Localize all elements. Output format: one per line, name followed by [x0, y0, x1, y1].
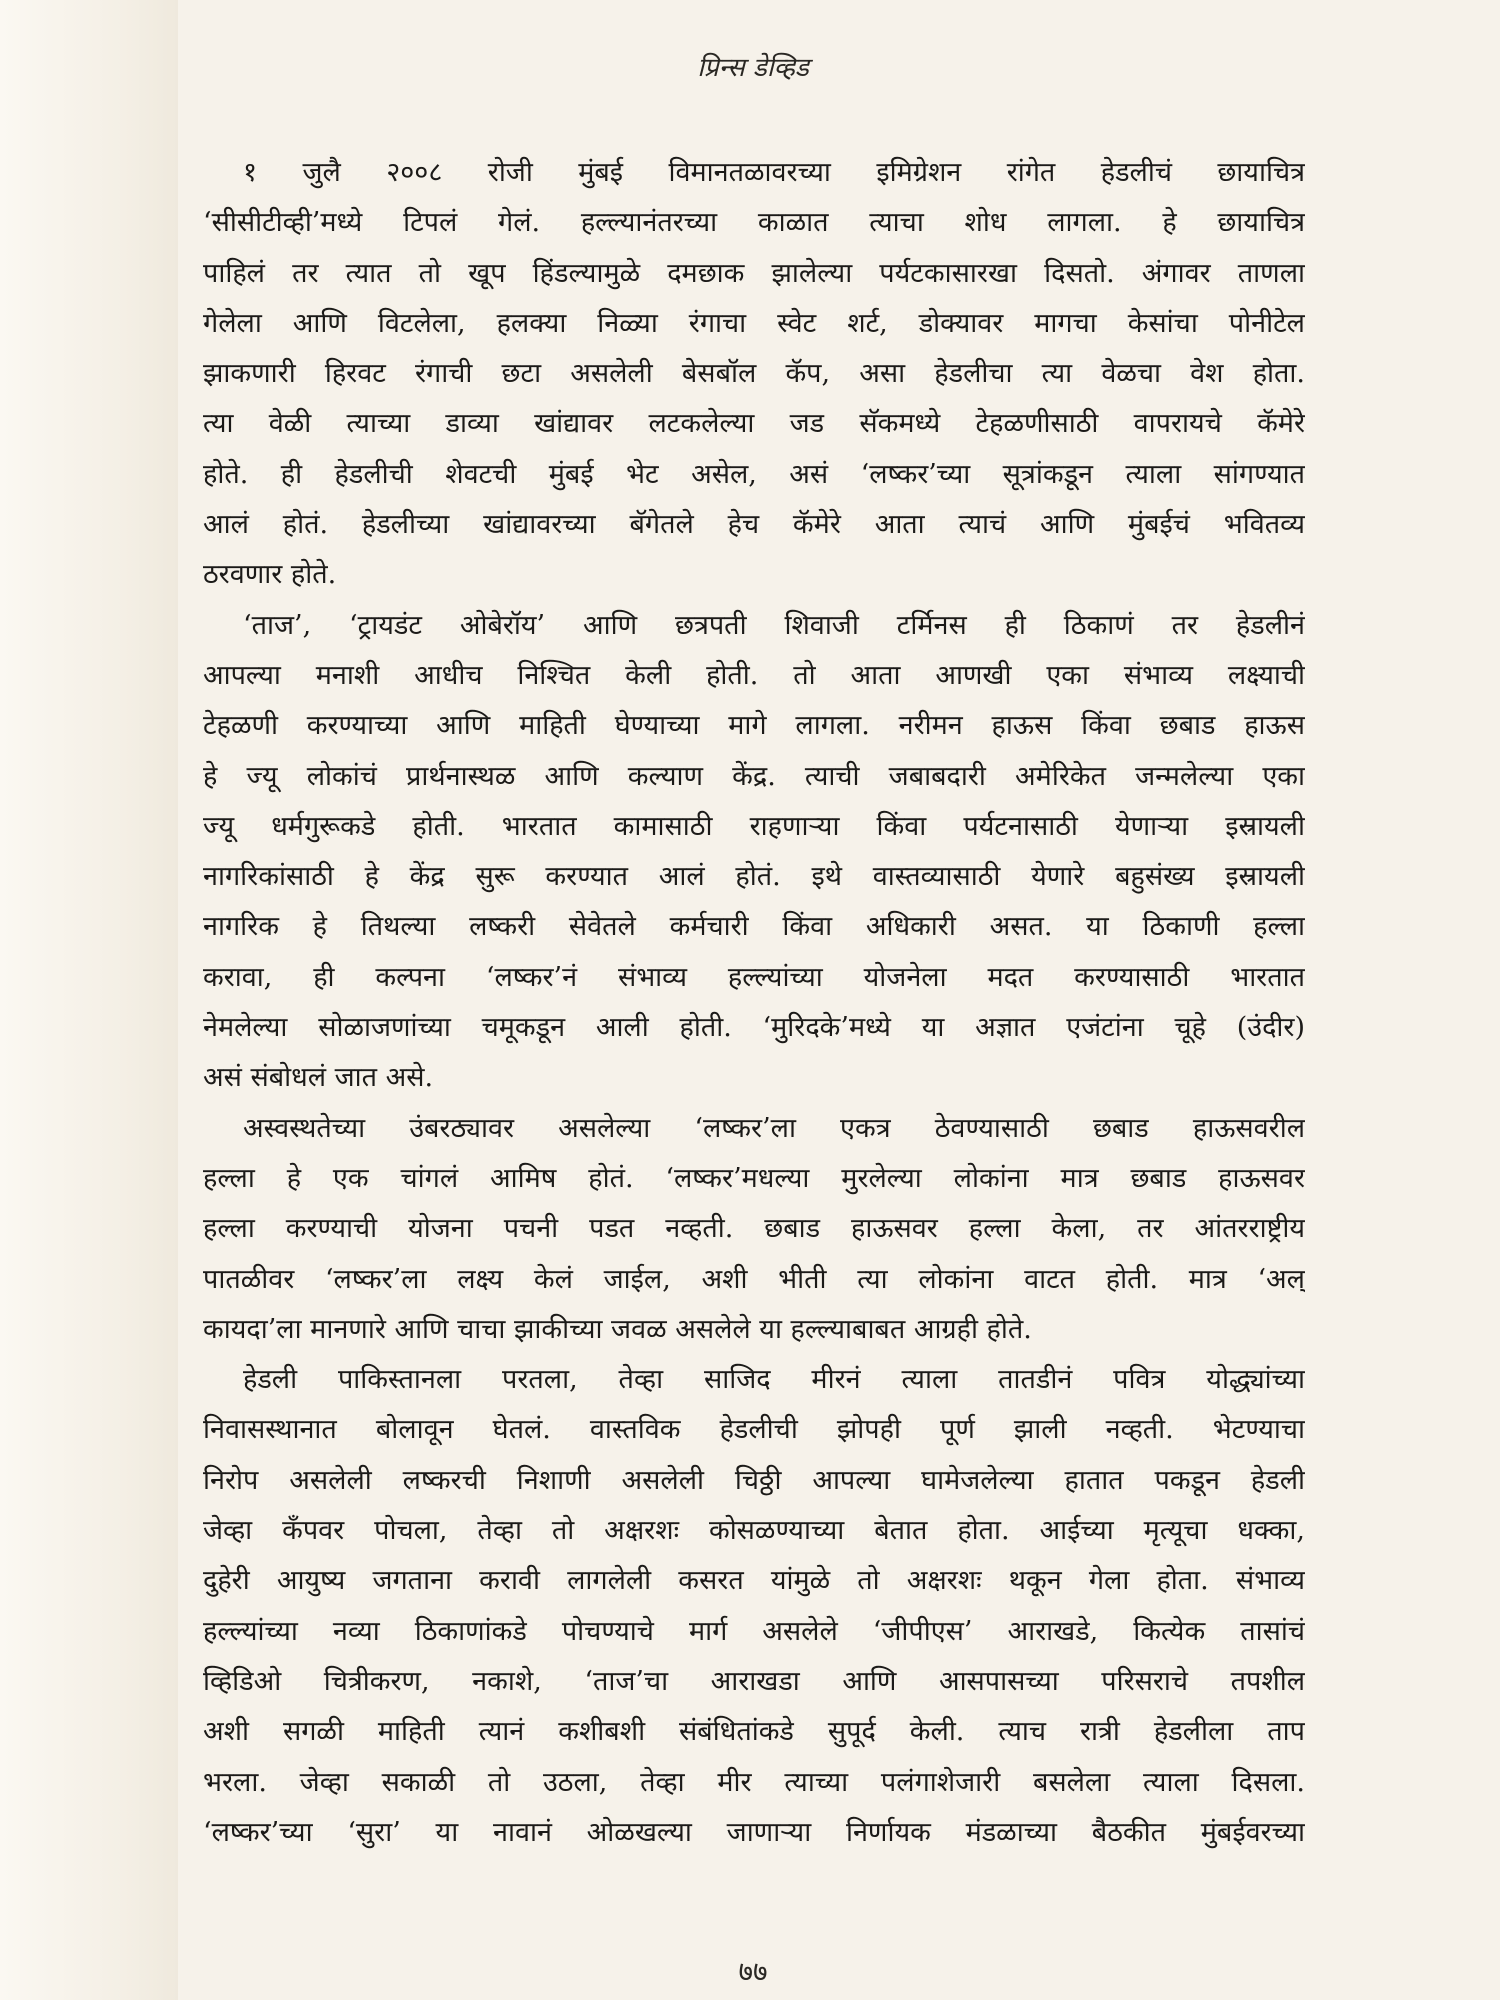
paragraph	[203, 1104, 1305, 1355]
running-header: प्रिन्स डेव्हिड	[697, 53, 809, 83]
text-line: अशी सगळी माहिती त्यानं कशीबशी संबंधितांकडे सुपूर्द केली. त्याच रात्री हेडलीला ताप	[203, 1716, 1305, 1748]
text-line: ‘सीसीटीव्ही’मध्ये टिपलं गेलं. हल्ल्यानंतरच्या काळात त्याचा शोध लागला. हे छायाचित्र	[203, 207, 1305, 239]
paragraph	[203, 601, 1305, 1104]
text-line: आपल्या मनाशी आधीच निश्चित केली होती. तो आता आणखी एका संभाव्य लक्ष्याची	[203, 659, 1305, 691]
text-line: निवासस्थानात बोलावून घेतलं. वास्तविक हेडलीची झोपही पूर्ण झाली नव्हती. भेटण्याचा	[203, 1414, 1305, 1446]
text-line: नेमलेल्या सोळाजणांच्या चमूकडून आली होती. ‘मुरिदके’मध्ये या अज्ञात एजंटांना चूहे (उंदीर)	[203, 1012, 1305, 1044]
text-line: व्हिडिओ चित्रीकरण, नकाशे, ‘ताज’चा आराखडा आणि आसपासच्या परिसराचे तपशील	[203, 1665, 1305, 1697]
text-line: १ जुलै २००८ रोजी मुंबई विमानतळावरच्या इमिग्रेशन रांगेत हेडलीचं छायाचित्र	[243, 157, 1305, 188]
text-line: नागरिकांसाठी हे केंद्र सुरू करण्यात आलं होतं. इथे वास्तव्यासाठी येणारे बहुसंख्य इस्रायली	[203, 861, 1305, 893]
text-line: निरोप असलेली लष्करची निशाणी असलेली चिठ्ठी आपल्या घामेजलेल्या हातात पकडून हेडली	[203, 1464, 1305, 1496]
text-line: भरला. जेव्हा सकाळी तो उठला, तेव्हा मीर त्याच्या पलंगाशेजारी बसलेला त्याला दिसला.	[203, 1766, 1305, 1798]
text-line: झाकणारी हिरवट रंगाची छटा असलेली बेसबॉल कॅप, असा हेडलीचा त्या वेळचा वेश होता.	[203, 358, 1305, 390]
text-line: हल्ल्यांच्या नव्या ठिकाणांकडे पोचण्याचे मार्ग असलेले ‘जीपीएस’ आराखडे, कित्येक तासांचं	[203, 1615, 1305, 1647]
text-line: करावा, ही कल्पना ‘लष्कर’नं संभाव्य हल्ल्यांच्या योजनेला मदत करण्यासाठी भारतात	[203, 961, 1305, 993]
text-line: गेलेला आणि विटलेला, हलक्या निळ्या रंगाचा स्वेट शर्ट, डोक्यावर मागचा केसांचा पोनीटेल	[203, 307, 1305, 339]
text-line: होते. ही हेडलीची शेवटची मुंबई भेट असेल, असं ‘लष्कर’च्या सूत्रांकडून त्याला सांगण्यात	[203, 458, 1305, 490]
text-line: हल्ला करण्याची योजना पचनी पडत नव्हती. छबाड हाऊसवर हल्ला केला, तर आंतरराष्ट्रीय	[203, 1213, 1305, 1245]
text-line: पातळीवर ‘लष्कर’ला लक्ष्य केलं जाईल, अशी भीती त्या लोकांना वाटत होती. मात्र ‘अल्	[203, 1263, 1305, 1295]
text-line: त्या वेळी त्याच्या डाव्या खांद्यावर लटकलेल्या जड सॅकमध्ये टेहळणीसाठी वापरायचे कॅमेरे	[203, 408, 1305, 440]
text-line: पाहिलं तर त्यात तो खूप हिंडल्यामुळे दमछाक झालेल्या पर्यटकासारखा दिसतो. अंगावर ताणला	[203, 257, 1305, 289]
text-line: ज्यू धर्मगुरूकडे होती. भारतात कामासाठी राहणाऱ्या किंवा पर्यटनासाठी येणाऱ्या इस्रायली	[203, 810, 1305, 842]
page-gutter	[0, 0, 178, 2000]
paragraph	[203, 1355, 1305, 1858]
text-line: नागरिक हे तिथल्या लष्करी सेवेतले कर्मचारी किंवा अधिकारी असत. या ठिकाणी हल्ला	[203, 911, 1305, 943]
paragraph	[203, 148, 1305, 601]
page-number: ७७	[738, 1955, 768, 1988]
text-line: टेहळणी करण्याच्या आणि माहिती घेण्याच्या मागे लागला. नरीमन हाऊस किंवा छबाड हाऊस	[203, 710, 1305, 742]
text-line: ठरवणार होते.	[203, 559, 337, 591]
text-line: हल्ला हे एक चांगलं आमिष होतं. ‘लष्कर’मधल्या मुरलेल्या लोकांना मात्र छबाड हाऊसवर	[203, 1162, 1305, 1194]
text-line: हे ज्यू लोकांचं प्रार्थनास्थळ आणि कल्याण केंद्र. त्याची जबाबदारी अमेरिकेत जन्मलेल्या एका	[203, 760, 1305, 792]
text-line: असं संबोधलं जात असे.	[203, 1062, 434, 1094]
text-line: ‘ताज’, ‘ट्रायडंट ओबेरॉय’ आणि छत्रपती शिवाजी टर्मिनस ही ठिकाणं तर हेडलीनं	[243, 609, 1305, 641]
text-line: ‘लष्कर’च्या ‘सुरा’ या नावानं ओळखल्या जाणाऱ्या निर्णायक मंडळाच्या बैठकीत मुंबईवरच्या	[203, 1816, 1305, 1848]
text-line: हेडली पाकिस्तानला परतला, तेव्हा साजिद मीरनं त्याला तातडीनं पवित्र योद्ध्यांच्या	[243, 1364, 1305, 1396]
text-line: अस्वस्थतेच्या उंबरठ्यावर असलेल्या ‘लष्कर’ला एकत्र ठेवण्यासाठी छबाड हाऊसवरील	[243, 1112, 1305, 1144]
text-line: कायदा’ला मानणारे आणि चाचा झाकीच्या जवळ असलेले या हल्ल्याबाबत आग्रही होते.	[203, 1313, 1032, 1345]
text-line: आलं होतं. हेडलीच्या खांद्यावरच्या बॅगेतले हेच कॅमेरे आता त्याचं आणि मुंबईचं भवितव्य	[203, 509, 1305, 541]
text-line: जेव्हा कँपवर पोचला, तेव्हा तो अक्षरशः कोसळण्याच्या बेतात होता. आईच्या मृत्यूचा धक्का,	[203, 1515, 1305, 1547]
body-text	[203, 148, 1305, 1858]
text-line: दुहेरी आयुष्य जगताना करावी लागलेली कसरत यांमुळे तो अक्षरशः थकून गेला होता. संभाव्य	[203, 1565, 1305, 1597]
